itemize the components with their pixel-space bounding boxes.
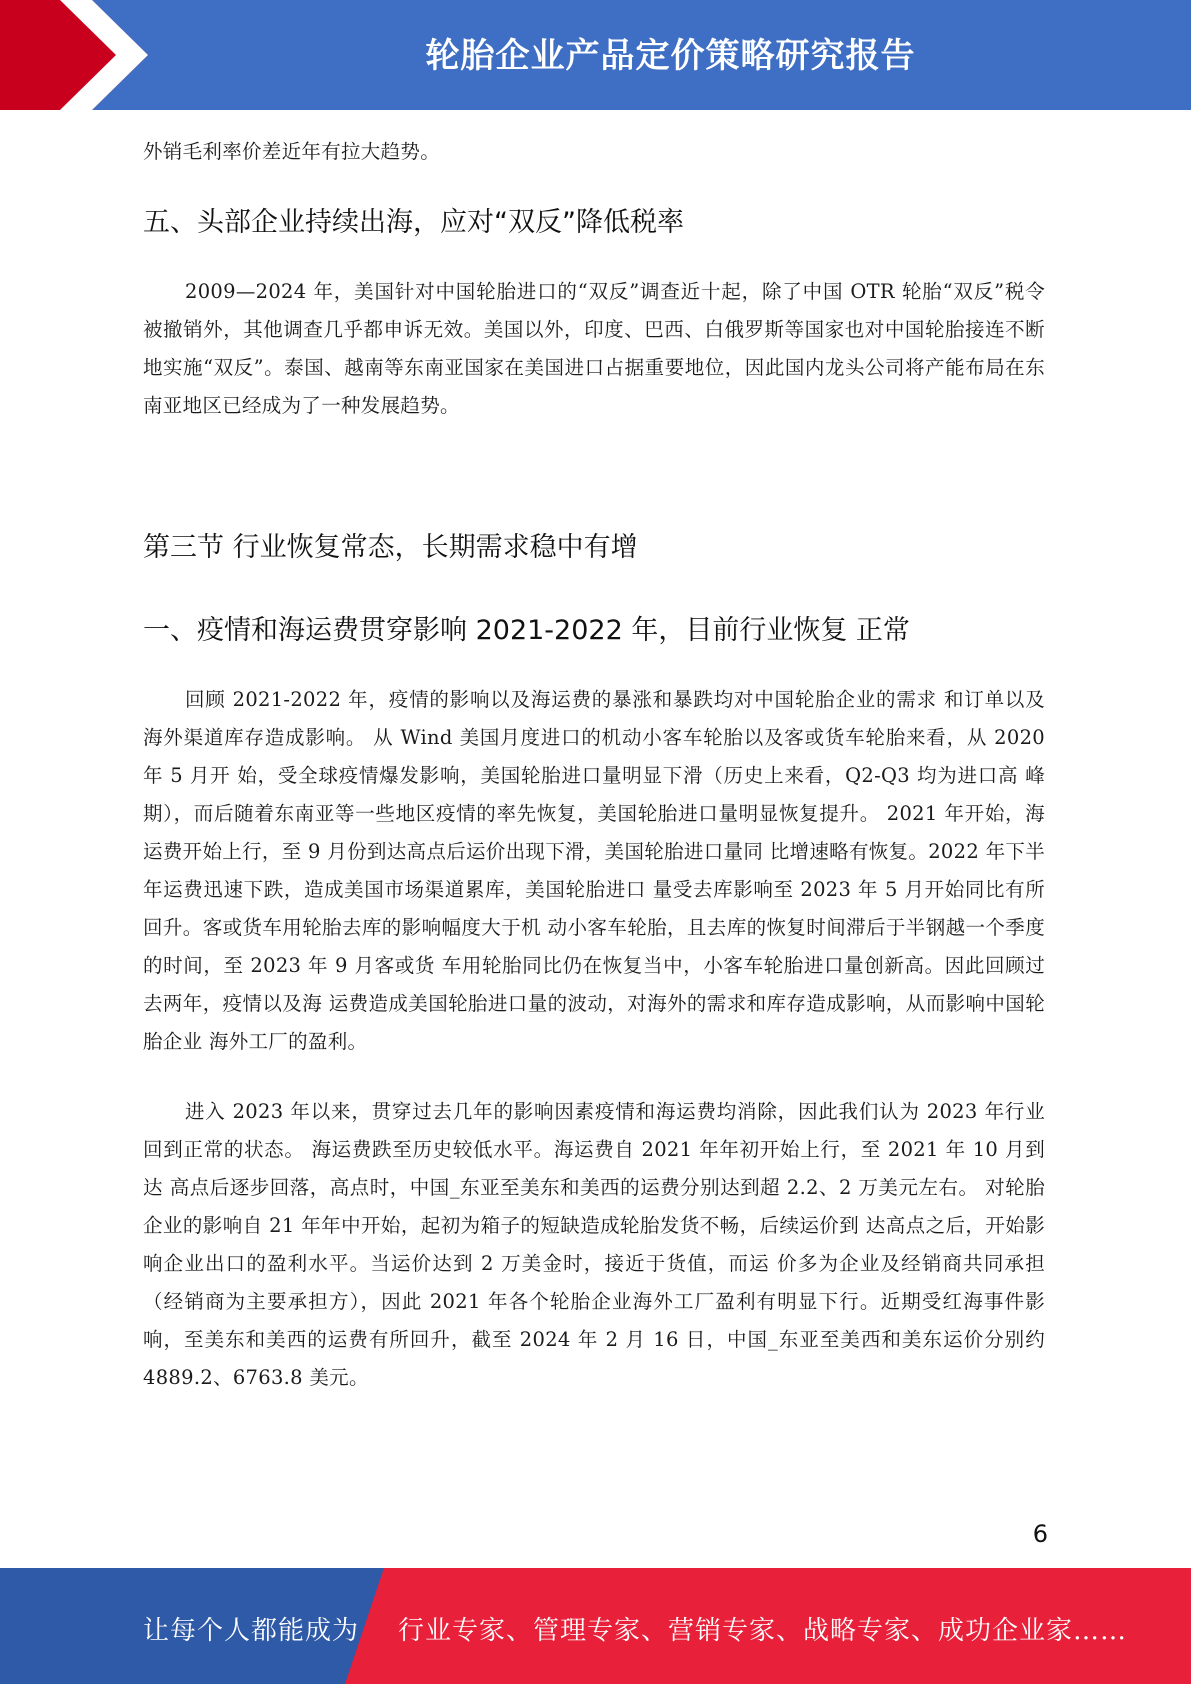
page-number: 6 bbox=[1032, 1520, 1048, 1548]
header-title: 轮胎企业产品定价策略研究报告 bbox=[425, 36, 916, 76]
section-1-paragraph-1: 回顾 2021-2022 年，疫情的影响以及海运费的暴涨和暴跌均对中国轮胎企业的需求 和订单以及海外渠道库存造成影响。 从 Wind 美国月度进口的机动小客车轮胎以及客或货车轮胎来看，从 2020 年 5 月开 始，受全球疫情爆发影响，美国轮胎进口量明显下滑（历史上来看，Q2-Q3 均为进口高 峰期），而后随着东南亚等一些地区疫情的率先恢复，美国轮胎进口量明显恢复提升。 2021 年开始，海运费开始上行，至 9 月份到达高点后运价出现下滑，美国轮胎进口量同 比增速略有恢复。2022 年下半年运费迅速下跌，造成美国市场渠道累库，美国轮胎进口 量受去库影响至 2023 年 5 月开始同比有所回升。客或货车用轮胎去库的影响幅度大于机 动小客车轮胎，且去库的恢复时间滞后于半钢越一个季度的时间，至 2023 年 9 月客或货 车用轮胎同比仍在恢复当中，小客车轮胎进口量创新高。因此回顾过去两年，疫情以及海 运费造成美国轮胎进口量的波动，对海外的需求和库存造成影响，从而影响中国轮胎企业 海外工厂的盈利。 bbox=[143, 688, 1045, 1053]
intro-text-block bbox=[143, 133, 1045, 171]
page-header bbox=[0, 0, 1191, 110]
header-arrow-icon bbox=[0, 0, 170, 110]
section-1-heading: 一、疫情和海运费贯穿影响 2021-2022 年，目前行业恢复 正常 bbox=[143, 615, 910, 646]
chapter-3 bbox=[143, 525, 1045, 564]
section-5 bbox=[143, 200, 1045, 239]
page-footer bbox=[0, 1568, 1191, 1684]
footer-slogan-left: 让每个人都能成为 bbox=[143, 1616, 360, 1646]
section-5-heading: 五、头部企业持续出海，应对“双反”降低税率 bbox=[143, 207, 684, 238]
section-1-body-2 bbox=[143, 1093, 1045, 1397]
intro-line: 外销毛利率价差近年有拉大趋势。 bbox=[143, 140, 441, 163]
section-1-body-1 bbox=[143, 681, 1045, 1061]
section-1 bbox=[143, 608, 1045, 647]
section-5-paragraph: 2009—2024 年，美国针对中国轮胎进口的“双反”调查近十起，除了中国 OTR 轮胎“双反”税令被撤销外，其他调查几乎都申诉无效。美国以外，印度、巴西、白俄罗斯等国家也对中国轮胎接连不断地实施“双反”。泰国、越南等东南亚国家在美国进口占据重要地位，因此国内龙头公司将产能布局在东南亚地区已经成为了一种发展趋势。 bbox=[143, 280, 1045, 417]
chapter-3-heading: 第三节 行业恢复常态，长期需求稳中有增 bbox=[143, 532, 638, 563]
section-5-body bbox=[143, 273, 1045, 425]
section-1-paragraph-2: 进入 2023 年以来，贯穿过去几年的影响因素疫情和海运费均消除，因此我们认为 2023 年行业回到正常的状态。 海运费跌至历史较低水平。海运费自 2021 年年初开始上行，至 2021 年 10 月到达 高点后逐步回落，高点时，中国_东亚至美东和美西的运费分别达到超 2.2、2 万美元左右。 对轮胎企业的影响自 21 年年中开始，起初为箱子的短缺造成轮胎发货不畅，后续运价到 达高点之后，开始影响企业出口的盈利水平。当运价达到 2 万美金时，接近于货值，而运 价多为企业及经销商共同承担（经销商为主要承担方），因此 2021 年各个轮胎企业海外工厂盈利有明显下行。近期受红海事件影响，至美东和美西的运费有所回升，截至 2024 年 2 月 16 日，中国_东亚至美西和美东运价分别约 4889.2、6763.8 美元。 bbox=[143, 1100, 1045, 1389]
footer-slogan-right: 行业专家、管理专家、营销专家、战略专家、成功企业家…… bbox=[398, 1616, 1128, 1646]
